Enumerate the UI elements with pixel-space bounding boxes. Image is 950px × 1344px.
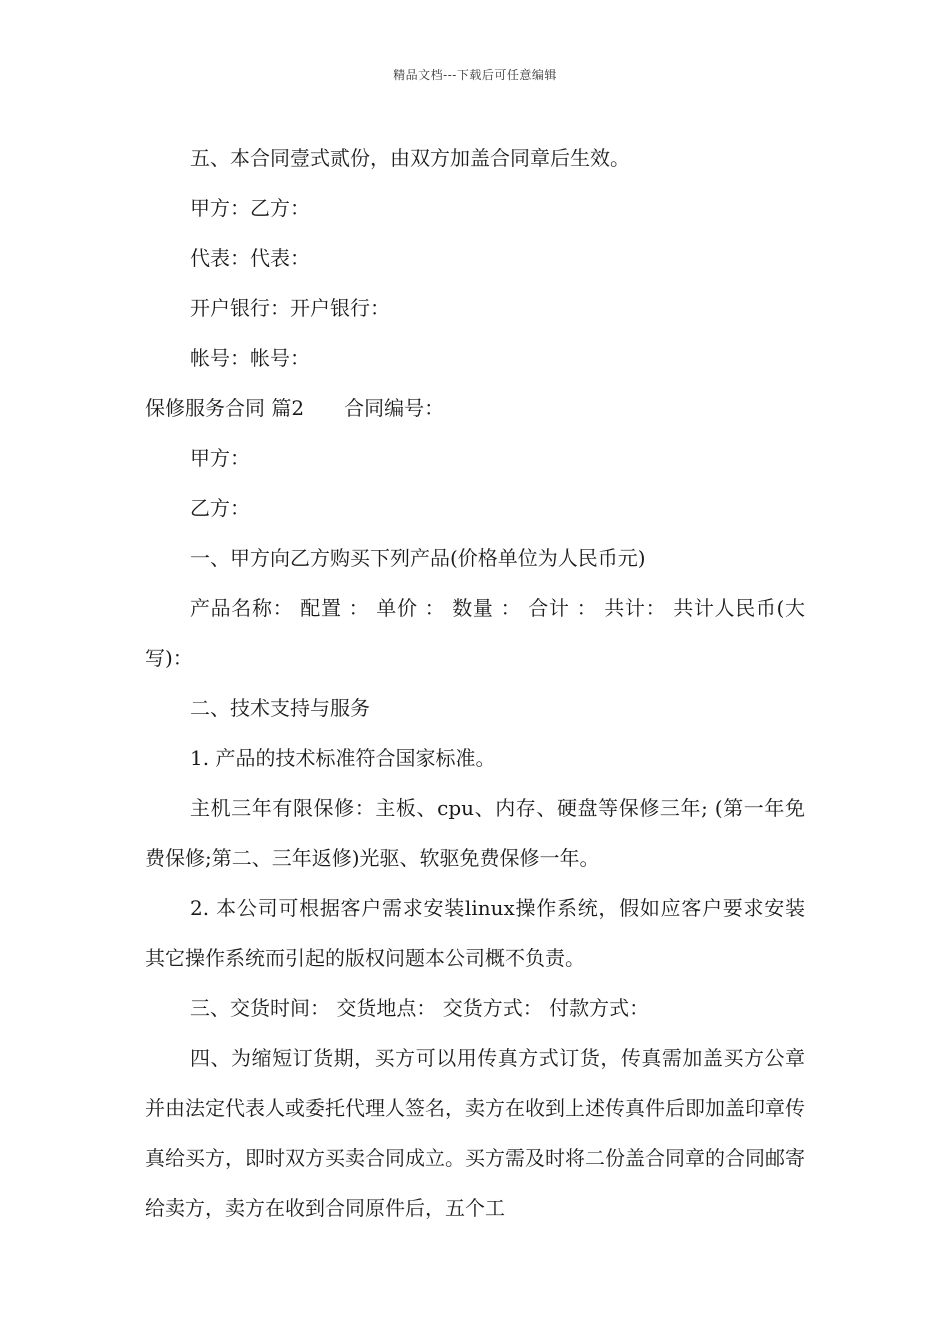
contract-title-line — [145, 383, 805, 433]
section-two-heading: 二、技术支持与服务 — [190, 696, 370, 720]
clause-five-paragraph: 五、本合同壹式贰份，由双方加盖合同章后生效。 — [190, 146, 630, 170]
page-header: 精品文档---下载后可任意编辑 — [393, 68, 557, 82]
contract-number-label: 合同编号： — [344, 396, 445, 420]
party-b-line: 乙方： — [190, 496, 250, 520]
section-one-heading: 一、甲方向乙方购买下列产品(价格单位为人民币元) — [190, 546, 646, 570]
product-fields-paragraph: 产品名称： 配置 ： 单价 ： 数量 ： 合计 ： 共计： 共计人民币(大写)： — [145, 596, 805, 670]
document-body — [145, 133, 805, 1233]
item-two-paragraph: 2. 本公司可根据客户需求安装linux操作系统，假如应客户要求安装其它操作系统而引起的版权问题本公司概不负责。 — [145, 896, 805, 970]
warranty-paragraph: 主机三年有限保修：主板、cpu、内存、硬盘等保修三年; (第一年免费保修;第二、三年返修)光驱、软驱免费保修一年。 — [145, 796, 805, 870]
party-line: 甲方：乙方： — [190, 196, 310, 220]
contract-title: 保修服务合同 篇2 — [145, 396, 305, 420]
bank-line: 开户银行：开户银行： — [190, 296, 390, 320]
party-a-line: 甲方： — [190, 446, 250, 470]
item-one-paragraph: 1. 产品的技术标准符合国家标准。 — [190, 746, 496, 770]
section-three-paragraph: 三、交货时间： 交货地点： 交货方式： 付款方式： — [190, 996, 650, 1020]
section-four-paragraph: 四、为缩短订货期，买方可以用传真方式订货，传真需加盖买方公章并由法定代表人或委托代理人签名，卖方在收到上述传真件后即加盖印章传真给买方，即时双方买卖合同成立。买方需及时将二份盖合同章的合同邮寄给卖方，卖方在收到合同原件后，五个工 — [145, 1046, 805, 1220]
account-line: 帐号：帐号： — [190, 346, 310, 370]
representative-line: 代表：代表： — [190, 246, 310, 270]
